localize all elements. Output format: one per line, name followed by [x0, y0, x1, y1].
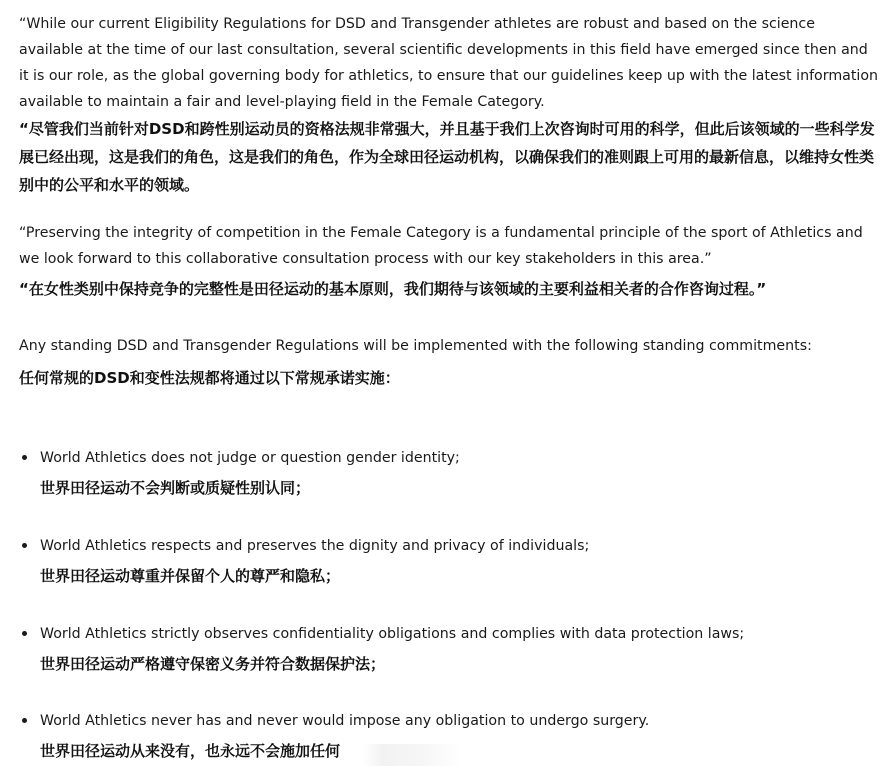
commitment-english: World Athletics respects and preserves the dignity and privacy of individuals; — [40, 538, 590, 554]
commitment-chinese: 世界田径运动不会判断或质疑性别认同； — [40, 479, 311, 497]
commitment-chinese: 世界田径运动从来没有，也永远不会施加任何 — [40, 742, 341, 760]
bullet-icon — [22, 631, 27, 636]
quote-1-english: “While our current Eligibility Regulations for DSD and Transgender athletes are robust and based on the science available at the time of our last consultation, several scientific developments in this field have emerged since then and it is our role, as the global governing body for athletics, to ensure that our guidelines keep up with the latest information available to maintain a fair and level-playing field in the Female Category. — [19, 16, 879, 110]
quote-1-chinese: “尽管我们当前针对DSD和跨性别运动员的资格法规非常强大，并且基于我们上次咨询时可用的科学，但此后该领域的一些科学发展已经出现，这是我们的角色，这是我们的角色，作为全球田径运动机构，以确保我们的准则跟上可用的最新信息，以维持女性类别中的公平和水平的领域。 — [19, 120, 875, 194]
commitment-english: World Athletics never has and never would impose any obligation to undergo surgery. — [40, 713, 650, 729]
quote-2-chinese: “在女性类别中保持竞争的完整性是田径运动的基本原则，我们期待与该领域的主要利益相关者的合作咨询过程。” — [19, 280, 767, 298]
quote-2-english: “Preserving the integrity of competition in the Female Category is a fundamental principle of the sport of Athletics and we look forward to this collaborative consultation process with our key stakeholders in this area.” — [19, 225, 863, 267]
commitment-english: World Athletics strictly observes confidentiality obligations and complies with data protection laws; — [40, 626, 745, 642]
commitment-chinese: 世界田径运动尊重并保留个人的尊严和隐私； — [40, 567, 341, 585]
commitments-intro-english: Any standing DSD and Transgender Regulations will be implemented with the following standing commitments: — [19, 338, 812, 354]
bullet-icon — [22, 455, 27, 460]
watermark-overlay — [362, 744, 462, 766]
bullet-icon — [22, 543, 27, 548]
commitment-chinese: 世界田径运动严格遵守保密义务并符合数据保护法； — [40, 655, 386, 673]
bullet-icon — [22, 718, 27, 723]
commitment-english: World Athletics does not judge or question gender identity; — [40, 450, 460, 466]
commitments-intro-chinese: 任何常规的DSD和变性法规都将通过以下常规承诺实施： — [19, 369, 400, 387]
